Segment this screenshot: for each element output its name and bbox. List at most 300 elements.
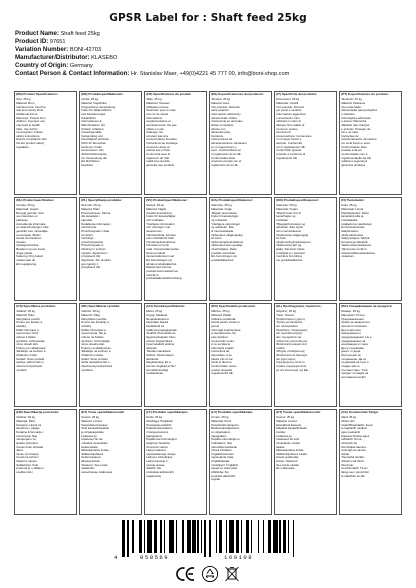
spec-cell-line: Lisateave ja xyxy=(81,434,97,438)
spec-cell-line: regulai. xyxy=(211,478,221,482)
spec-cell-line: Materiale: Uccelli xyxy=(276,101,299,105)
spec-cell-line: Suurus: 25 kg xyxy=(276,416,295,420)
barcode-bar xyxy=(288,520,290,553)
barcode-bar xyxy=(127,520,129,557)
spec-cell-line: spotrebu. Uchovávajte xyxy=(81,339,110,343)
spec-cell xyxy=(79,303,142,407)
spec-cell-line: výrobkov. xyxy=(81,368,94,372)
spec-cell-line: Uso previsto: Alimento xyxy=(211,105,240,109)
spec-cell-line: och undulater xyxy=(146,218,164,222)
spec-cell xyxy=(209,409,272,515)
spec-cell-line: og undulater xyxy=(211,218,228,222)
barcode-bar xyxy=(144,520,146,553)
spec-cell-line: miejscu. Zgodność z xyxy=(81,251,108,255)
spec-cell-line: Materjal: Linnud xyxy=(81,419,102,423)
spec-cell-line: Οδηγίες αποθήκευσης: xyxy=(276,350,306,354)
spec-cell-line: Feuchtigkeit schützen. xyxy=(81,138,110,142)
barcode-bar xyxy=(251,520,253,553)
spec-cell-line: Unsachgemäße xyxy=(81,131,102,135)
ce-mark-icon xyxy=(176,565,196,583)
spec-cell-line: информация и xyxy=(341,332,361,336)
spec-cell-line: jest zgodny z xyxy=(81,262,99,266)
spec-cell-line: Overholdelse: Dette xyxy=(211,248,237,252)
spec-cell-line: consumului uman. xyxy=(211,339,235,343)
spec-cell-line: mõeldud inimtoiduks. xyxy=(81,441,109,445)
spec-cell-line: som menneskemat. xyxy=(276,229,302,233)
spec-cell-line: kanarince i papige xyxy=(16,427,40,431)
spec-cell-line: produktas atitinka ES xyxy=(146,471,174,475)
spec-cell-line: chladném místě. xyxy=(16,354,38,358)
spec-cell xyxy=(209,197,272,301)
spec-cell-line: únicamente en animales. xyxy=(211,120,244,124)
barcode-bar xyxy=(204,520,206,557)
spec-cell-line: Dimensioni: 25 kg xyxy=(276,98,300,102)
spec-cell-header: (GA) Sonraíochtaí Táirge: xyxy=(341,411,379,414)
spec-cell-line: termékbiztonsági xyxy=(146,368,169,372)
spec-cell-line: Informationen & xyxy=(81,120,102,124)
spec-cell-line: upozornění: Není xyxy=(16,332,39,336)
spec-cell-line: Informations xyxy=(146,116,163,120)
spec-cell-line: Uzglabāt bērniem xyxy=(211,452,234,456)
spec-cell xyxy=(14,197,77,301)
barcode-bar xyxy=(139,520,142,553)
spec-cell-line: предупреждения: Не е xyxy=(341,335,372,339)
spec-cell-line: păstra într-un loc xyxy=(211,357,233,361)
spec-cell-line: консумация от хора. xyxy=(341,343,369,347)
spec-cell-line: Nourriture pour le mais xyxy=(146,109,176,113)
spec-cell-line: Bewaren op een koele, xyxy=(16,248,46,252)
spec-cell-line: Laikyti vaikams xyxy=(146,449,166,453)
spec-cell-line: Instrucțiuni de xyxy=(211,350,230,354)
spec-cell-line: reglamento de la UE. xyxy=(211,164,239,168)
spec-cell-line: Aanvullende informatie xyxy=(16,222,46,226)
spec-cell-line: Materiāls: Putni xyxy=(211,419,232,423)
spec-cell-line: Oppbevaringsinstruksjoner: xyxy=(276,240,312,244)
spec-cell-header: (NL) Productspecificaties: xyxy=(16,199,55,202)
spec-cell-line: προϊόν συμμορφώνεται xyxy=(276,365,307,369)
spec-cell-line: Foder til kanariefugle xyxy=(211,215,239,219)
spec-cell-header: (BG) Спецификации на продукта: xyxy=(341,305,393,308)
spec-cell-line: risks. Use full for xyxy=(16,127,38,131)
spec-cell-line: Naleving: Dit product xyxy=(16,255,44,259)
spec-cell-line: Beoogd gebruik: Voer xyxy=(16,211,44,215)
spec-cell-line: djece. xyxy=(16,449,24,453)
spec-cell-line: Opbevaringsinstruktioner: xyxy=(211,240,245,244)
spec-cell-line: Rozmiar: 25 kg xyxy=(81,204,101,208)
spec-cell-line: Mõeldud kanaarilindude xyxy=(276,427,307,431)
spec-cell-line: Tämä tuote on EU:n xyxy=(341,248,368,252)
spec-cell-line: uscat și răcoros. xyxy=(211,361,233,365)
spec-cell-line: και προειδοποιήσεις: xyxy=(276,332,303,336)
spec-cell-line: med EUs forordning xyxy=(276,255,302,259)
spec-cell-line: Dodatne informacije i xyxy=(16,430,44,434)
spec-cell-line: upozorenja: Nije xyxy=(16,434,38,438)
spec-cell-line: toiduks xyxy=(276,430,286,434)
spec-cell-line: vastab ELi xyxy=(81,467,95,471)
spec-cell-line: Lisätiedot ja varoitukset: xyxy=(341,222,373,226)
spec-cell xyxy=(14,303,77,407)
spec-cell-line: Vorgesehene Verwendung: xyxy=(81,105,116,109)
spec-cell-line: Инструкции за xyxy=(341,354,361,358)
spec-cell-line: Warnhinweise: Vor xyxy=(81,123,106,127)
spec-cell-line: règlement de l'UE xyxy=(146,156,170,160)
spec-cell-line: Informações adicionais xyxy=(341,116,371,120)
spec-cell-line: mukainen. xyxy=(341,255,355,259)
spec-cell-line: Pokyny na skladovanie: xyxy=(81,346,112,350)
spec-cell-line: Instrukcje xyxy=(81,237,94,241)
spec-cell-line: Informații suplimentare xyxy=(211,328,241,332)
spec-cell-line: și avertismente: Nu xyxy=(211,332,236,336)
spec-cell-line: Material: Vogelfutter xyxy=(81,101,107,105)
spec-cell-line: Medžiaga: Paukščiai xyxy=(146,419,173,423)
spec-cell-line: e animais. Proteger da xyxy=(341,127,371,131)
spec-cell-line: générale des produits. xyxy=(146,164,175,168)
spec-cell-line: Opslaginstructies: xyxy=(16,244,40,248)
spec-cell-line: Evitar el contacto xyxy=(211,123,234,127)
spec-cell-line: Размер: 25 kg xyxy=(341,310,360,314)
spec-cell-line: regulamentação da UE xyxy=(341,156,371,160)
spec-cell-line: consumptie. Buiten xyxy=(16,233,41,237)
spec-cell-line: Förvaras torrt och xyxy=(146,244,169,248)
spec-cell-line: Materiale: Fugle xyxy=(211,207,232,211)
spec-cell-line: undulaateille xyxy=(341,218,358,222)
country-of-origin-value: Germany xyxy=(69,63,93,69)
spec-cell-line: överensstämmer med xyxy=(146,255,175,259)
ean-barcode xyxy=(114,520,304,562)
spec-cell-line: Ytterligare information xyxy=(146,222,175,226)
spec-cell xyxy=(14,409,77,515)
compliance-icons xyxy=(0,565,416,585)
spec-cell-line: Tilsigtet anvendelse: xyxy=(211,211,238,215)
barcode-bar xyxy=(176,520,178,553)
spec-cell-line: Yderligere oplysninger xyxy=(211,222,240,226)
spec-cell-line: para canarios xyxy=(211,109,229,113)
spec-cell-line: upozornenia: Nie je xyxy=(81,332,107,336)
spec-cell-line: produkt overholder xyxy=(211,251,236,255)
spec-cell-line: produktsikkerhed. xyxy=(211,259,235,263)
spec-cell-line: un viļņainajiem xyxy=(211,430,231,434)
spec-cell-line: bereik van kinderen xyxy=(16,237,42,241)
spec-cell-line: reglamentą. xyxy=(146,474,162,478)
spec-cell-line: consumo umano. xyxy=(276,127,299,131)
spec-cell-line: droge plaats. xyxy=(16,251,33,255)
spec-cell-header: (FR) Spécifications du produit: xyxy=(146,93,192,96)
spec-cell-line: uredbom EU. xyxy=(16,471,34,475)
spec-cell-line: brīdinājumi: Nav xyxy=(211,441,233,445)
spec-cell xyxy=(339,303,402,407)
spec-cell xyxy=(144,303,207,407)
spec-cell-header: (ES) Especificaciones del producto: xyxy=(211,93,264,96)
spec-cell-line: Veličina: 25 kg xyxy=(16,416,35,420)
spec-cell-line: om produktsikkerhet. xyxy=(276,259,304,263)
spec-cell-line: Sööt kanaarilindudele xyxy=(81,427,109,431)
barcode-bar xyxy=(192,520,195,553)
barcode-bar xyxy=(201,520,203,553)
spec-cell-line: conservazione: Conservare xyxy=(276,134,312,138)
spec-cell-line: určené na ľudskú xyxy=(81,335,104,339)
spec-cell-line: obecné bezpečnosti xyxy=(16,365,42,369)
spec-cell-line: em local fresco e seco. xyxy=(341,142,371,146)
spec-cell-line: splňuje nařízení EU o xyxy=(16,361,44,365)
spec-cell-line: papagaiļiem xyxy=(211,434,227,438)
spec-cell-line: Conformità: Questo xyxy=(276,149,302,153)
spec-cell-line: allergia. Non adatto al xyxy=(276,123,305,127)
spec-cell-line: Pašaras kanarėlėms xyxy=(146,427,173,431)
spec-cell-line: Tamanho: 25 kg xyxy=(341,98,362,102)
spec-cell-line: afastado das crianças xyxy=(341,123,370,127)
product-name-value: Shaft feed 25kg xyxy=(60,31,100,37)
spec-cell-line: dla kanarków i xyxy=(81,215,100,219)
spec-cell-line: geschikt voor menselijke xyxy=(16,229,48,233)
spec-cell-line: och varningar: Inte xyxy=(146,226,171,230)
spec-cell-line: A nu se lăsa la xyxy=(211,343,230,347)
spec-cell-line: voor kanaries en xyxy=(16,215,38,219)
spec-cell-line: EU-Richtlinien xyxy=(81,160,100,164)
spec-cell-line: Sicherheitshinweise xyxy=(81,153,107,157)
spec-cell-line: продукт отговаря на xyxy=(341,372,369,376)
spec-cell-line: paredzēts lietošanai xyxy=(211,445,237,449)
spec-cell-line: Información adicional y xyxy=(211,112,241,116)
variation-number-value: BONI-42703 xyxy=(69,47,101,53)
spec-cell-line: Conformidade: Este xyxy=(341,145,367,149)
spec-cell-header: (SV) Produktspecifikationer: xyxy=(146,199,188,202)
spec-cell-line: táirge seo i gcomhréir xyxy=(341,471,369,475)
spec-cell-line: regolamento UE. xyxy=(276,156,298,160)
spec-cell-line: children. Improper use xyxy=(16,120,45,124)
spec-cell-line: παιδιά. xyxy=(276,346,286,350)
barcode-bar xyxy=(219,520,222,553)
spec-cell-line: utiliser en cas xyxy=(146,127,164,131)
spec-cell-header: (CS) Specifikace produktu: xyxy=(16,305,56,308)
variation-number-key: Variation Number: xyxy=(15,46,69,53)
product-info-block xyxy=(15,30,405,78)
spec-cell-line: hoiatused: Ei ole xyxy=(81,438,103,442)
spec-cell-line: Paredzētais lietojums: xyxy=(211,423,240,427)
barcode-bars xyxy=(122,520,296,555)
barcode-bar xyxy=(132,520,134,553)
spec-cell-line: rats and canary birds xyxy=(16,109,44,113)
barcode-bar xyxy=(273,520,278,553)
spec-cell-line: norādījumi: Uzglabāt xyxy=(211,463,238,467)
spec-cell-line: хладно място. xyxy=(341,365,361,369)
spec-cell-line: e canários xyxy=(341,112,355,116)
spec-cell-header: (PL) Specyfikacja produktu: xyxy=(81,199,123,202)
spec-cell xyxy=(274,303,337,407)
spec-cell-line: Instrucciones de xyxy=(211,138,233,142)
spec-cell-header: (DE) Produktspezifikationen: xyxy=(81,93,124,96)
spec-cell xyxy=(79,197,142,301)
spec-cell-line: med EU:s xyxy=(146,273,159,277)
manufacturer-value: KLASEBO xyxy=(91,55,118,61)
spec-cell-line: tuoteturvallisuusasetuksen xyxy=(341,251,376,255)
spec-cell-line: Nicht für Menschen xyxy=(81,142,107,146)
spec-cell-line: kanarifugler og xyxy=(276,215,296,219)
spec-cell-header: (HR) Specifikacije proizvoda: xyxy=(16,411,59,414)
spec-cell-line: ELi määrusele. xyxy=(276,467,296,471)
spec-cell-line: Papildu informācija un xyxy=(211,438,240,442)
spec-cell-line: przepisami UE. xyxy=(81,266,101,270)
spec-cell-line: d'allergie. Ne xyxy=(146,131,163,135)
spec-cell-line: Krmivo pre kanáriky a xyxy=(81,321,110,325)
spec-cell-line: the EU product safety xyxy=(16,142,44,146)
spec-cell-line: Δεν προορίζεται για xyxy=(276,335,302,339)
spec-cell-line: convient pas à la xyxy=(146,134,168,138)
spec-cell-line: Méret: 25 kg xyxy=(146,310,163,314)
spec-cell-line: Uzglabāšanas xyxy=(211,460,230,464)
spec-cell-line: Størrelse: 25 kg xyxy=(276,204,297,208)
spec-cell-line: Additional Info & xyxy=(16,112,38,116)
spec-cell-line: Soulad: Tento produkt xyxy=(16,357,45,361)
spec-cell-line: nepasiekiamoje vietoje. xyxy=(146,452,177,456)
spec-cell-line: peruși xyxy=(211,324,220,328)
spec-cell-line: voldoet aan de xyxy=(16,259,36,263)
spec-cell-line: hullámos papagájoknak xyxy=(146,328,177,332)
spec-cell-line: andulky xyxy=(16,324,27,328)
spec-cell-line: Conformité avec le xyxy=(146,153,171,157)
spec-cell-line: chladnom mieste. xyxy=(81,354,104,358)
spec-cell-line: určeno k lidské xyxy=(16,335,36,339)
spec-cell-line: kättesaamatus kohas. xyxy=(276,449,305,453)
barcode-bar xyxy=(263,520,265,553)
spec-cell-line: allmän produktsäkerhet. xyxy=(146,262,178,266)
spec-cell-line: proizvod je u skladu s xyxy=(16,467,44,471)
spec-cell-line: jahedas kohas. xyxy=(81,460,101,464)
spec-cell-line: rabhaidh: Níl sé xyxy=(341,438,362,442)
spec-cell-line: Uso previsto: Alimenti xyxy=(276,105,304,109)
spec-cell-line: Čuvati na suhom i xyxy=(16,456,40,460)
spec-cell-line: con il regolamento UE. xyxy=(276,145,306,149)
spec-cell-line: producto cumple con el xyxy=(211,160,242,164)
spec-cell-line: Säilitamisjuhised: xyxy=(81,452,104,456)
spec-cell-line: andulky xyxy=(81,324,92,328)
spec-cell-line: relatif à la sécurité xyxy=(146,160,170,164)
spec-cell-line: Uso pretendido: xyxy=(341,105,362,109)
spec-cell-header: (LT) Produkto specifikacijos: xyxy=(146,411,189,414)
spec-cell-line: przepisami UE. xyxy=(81,255,101,259)
product-name-row xyxy=(15,30,405,38)
spec-cell-line: Kindern schützen. xyxy=(81,127,105,131)
spec-cell-header: (ET) Toote spetsifikatsioonid: xyxy=(81,411,125,414)
spec-cell-line: îndemâna copiilor. xyxy=(211,346,235,350)
spec-cell-line: Méid: 25 kg xyxy=(341,416,357,420)
spec-cell-line: Verwendung und xyxy=(81,134,103,138)
spec-cell-line: Hoida kuivas ja xyxy=(81,456,101,460)
barcode-bar xyxy=(279,520,281,553)
spec-cell-line: regulation. xyxy=(16,145,30,149)
spec-cell-line: Τροφή για καναρίνια xyxy=(276,321,303,325)
spec-cell-header: (RO) Specificațiile produsului: xyxy=(211,305,256,308)
spec-cell-line: almacenamiento: Almacene xyxy=(211,142,247,146)
spec-cell-line: Material: 8mm xyxy=(16,101,35,105)
spec-cell-line: rendeletének. xyxy=(146,372,164,376)
barcode-bar xyxy=(154,520,157,553)
spec-cell-line: seco. Conformidad con xyxy=(211,149,241,153)
spec-cell-line: Materiaali: Linnut xyxy=(341,207,364,211)
spec-cell-line: Ábhar: Éin xyxy=(341,419,355,423)
spec-cell-line: Tiltenkt bruk: Fôr til xyxy=(276,211,301,215)
spec-cell-line: Tamaño: 25 kg xyxy=(211,98,231,102)
spec-cell-line: for barn. xyxy=(276,237,287,241)
spec-cell-line: Coinnigh as aimsiú xyxy=(341,449,366,453)
spec-cell-header: (HU) Termékspecifikációk: xyxy=(146,305,185,308)
spec-cell-line: Материал: Птици xyxy=(341,313,365,317)
spec-cell-line: produktet er i samsvar xyxy=(276,251,305,255)
spec-cell-line: használat: Eledel xyxy=(146,321,169,325)
spec-cell-line: Storlek: 25 kg xyxy=(146,204,164,208)
spec-cell-line: Foder för kanariefåglar xyxy=(146,215,176,219)
spec-cell-line: Instruções de xyxy=(341,134,359,138)
spec-cell-line: Veľkosť: 25 kg xyxy=(81,310,100,314)
spec-cell xyxy=(274,91,337,195)
spec-cell-line: supplémentaires et xyxy=(146,120,171,124)
spec-cell-line: Barība kanārijputniem xyxy=(211,427,240,431)
product-id-key: Product ID: xyxy=(15,38,49,45)
spec-cell-header: (FI) Tuotetiedot: xyxy=(341,199,365,202)
spec-cell-line: advertencias: Utilice xyxy=(211,116,238,120)
spec-cell-line: utom räckhåll för barn. xyxy=(146,237,175,241)
barcode-bar xyxy=(160,520,162,553)
spec-cell xyxy=(79,91,142,195)
spec-cell-line: Przeznaczenie: Karma xyxy=(81,211,111,215)
spec-cell-line: e avisos: Mantenha xyxy=(341,120,367,124)
recycling-icon xyxy=(201,565,219,583)
barcode-left-group: 058569 xyxy=(140,554,170,561)
spec-cell-line: Hoida lastele xyxy=(81,445,98,449)
spec-cell-line: tooteohutuse määrusele. xyxy=(81,471,114,475)
spec-cell-line: Další informace a xyxy=(16,328,39,332)
spec-cell-line: luz e do calor. xyxy=(341,131,360,135)
spec-cell-line: Informazioni aggiuntive xyxy=(276,112,306,116)
spec-cell-line: människoföda. Förvara xyxy=(146,233,176,237)
spec-cell-line: Да се съхранява xyxy=(341,346,364,350)
spec-cell-line: Avsedd användning: xyxy=(146,211,173,215)
spec-cell-header: (EN) Product Specifications: xyxy=(16,93,58,96)
spec-cell-line: Grootte: 25 kg xyxy=(16,204,35,208)
spec-cell-line: EU-regelgeving. xyxy=(16,262,37,266)
spec-cell-line: Size: 25 kg xyxy=(16,98,31,102)
spec-cell-line: le rialachán an AE. xyxy=(341,474,366,478)
barcode-bar xyxy=(226,520,228,553)
spec-cell-line: Vaatimustenmukaisuus: xyxy=(341,244,372,248)
spec-cell-line: Atbilstība: Šis xyxy=(211,471,229,475)
spec-cell-line: Anyag: Madarak xyxy=(146,313,168,317)
spec-cell-line: regulamentul UE. xyxy=(211,372,234,376)
spec-cell-line: namijenjeno za xyxy=(16,438,36,442)
spec-cell-line: Ensure compliance with xyxy=(16,138,47,142)
spec-cell-line: prodotto è conforme al xyxy=(276,153,306,157)
spec-cell-line: Μέγεθος: 25 kg xyxy=(276,310,296,314)
spec-cell-line: Papildoma informacija ir xyxy=(146,438,178,442)
spec-cell-line: Utilisation prévue: xyxy=(146,105,170,109)
spec-cell-line: Száraz, hűvös helyen xyxy=(146,354,174,358)
spec-cell-line: leanaí. xyxy=(341,452,350,456)
spec-cell-line: Съответствие: Този xyxy=(341,368,368,372)
spec-cell-line: Istruzioni di xyxy=(276,131,291,135)
spec-cell-line: ulottumattomissa. xyxy=(341,233,364,237)
spec-cell-line: ja viirpapagoidele xyxy=(81,430,104,434)
product-id-value: 97651 xyxy=(49,39,66,45)
spec-cell xyxy=(14,91,77,195)
spec-cell-line: od dzieci. xyxy=(81,233,94,237)
spec-cell-line: tartandó. xyxy=(146,346,158,350)
spec-cell-line: Käyttötarkoitus: Rehu xyxy=(341,211,369,215)
spec-cell-line: Upute za čuvanje: xyxy=(16,452,40,456)
spec-cell-line: produktsäkerhetsförordning. xyxy=(146,277,183,281)
spec-cell xyxy=(339,197,402,301)
spec-cell-line: Zamýšlené použití: xyxy=(16,317,41,321)
spec-cell-line: directo con xyxy=(211,127,226,131)
spec-cell-line: See toode vastab xyxy=(276,463,299,467)
